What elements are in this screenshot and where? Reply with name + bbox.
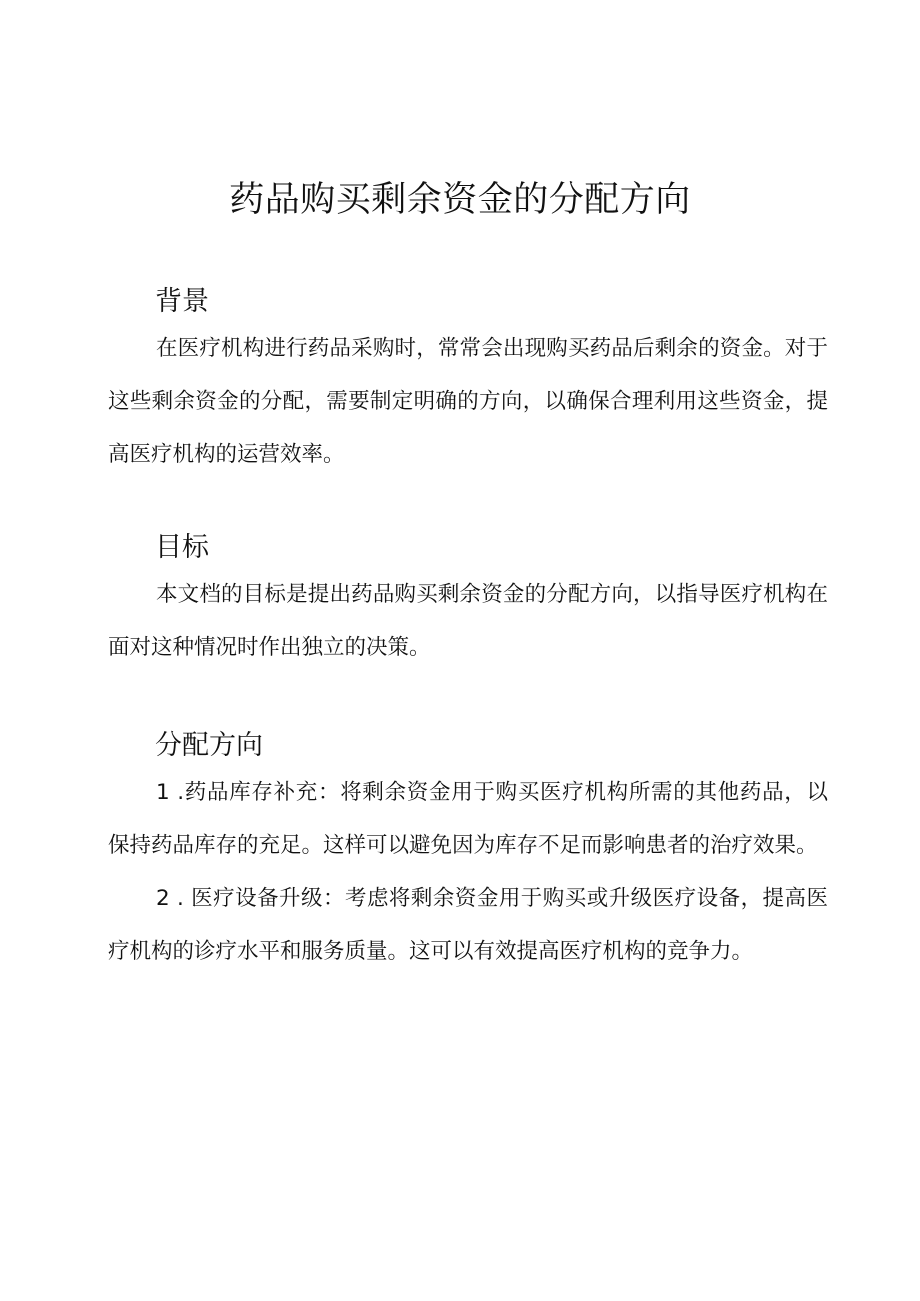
section-heading-background: 背景 (155, 286, 209, 317)
section-background (108, 282, 828, 481)
paragraph-item-2: 2 . 医疗设备升级：考虑将剩余资金用于购买或升级医疗设备，提高医疗机构的诊疗水平和服务质量。这可以有效提高医疗机构的竞争力。 (108, 886, 828, 964)
document-title: 药品购买剩余资金的分配方向 (229, 180, 691, 220)
section-allocation-direction (108, 726, 828, 978)
paragraph-item-1: 1 .药品库存补充：将剩余资金用于购买医疗机构所需的其他药品，以保持药品库存的充足。这样可以避免因为库存不足而影响患者的治疗效果。 (108, 780, 828, 858)
paragraph-background: 在医疗机构进行药品采购时，常常会出现购买药品后剩余的资金。对于这些剩余资金的分配，需要制定明确的方向，以确保合理利用这些资金，提高医疗机构的运营效率。 (108, 336, 828, 467)
paragraph-goal: 本文档的目标是提出药品购买剩余资金的分配方向，以指导医疗机构在面对这种情况时作出独立的决策。 (108, 582, 828, 660)
section-heading-goal: 目标 (155, 532, 209, 563)
section-goal (108, 528, 828, 674)
section-heading-allocation-direction: 分配方向 (155, 730, 263, 761)
